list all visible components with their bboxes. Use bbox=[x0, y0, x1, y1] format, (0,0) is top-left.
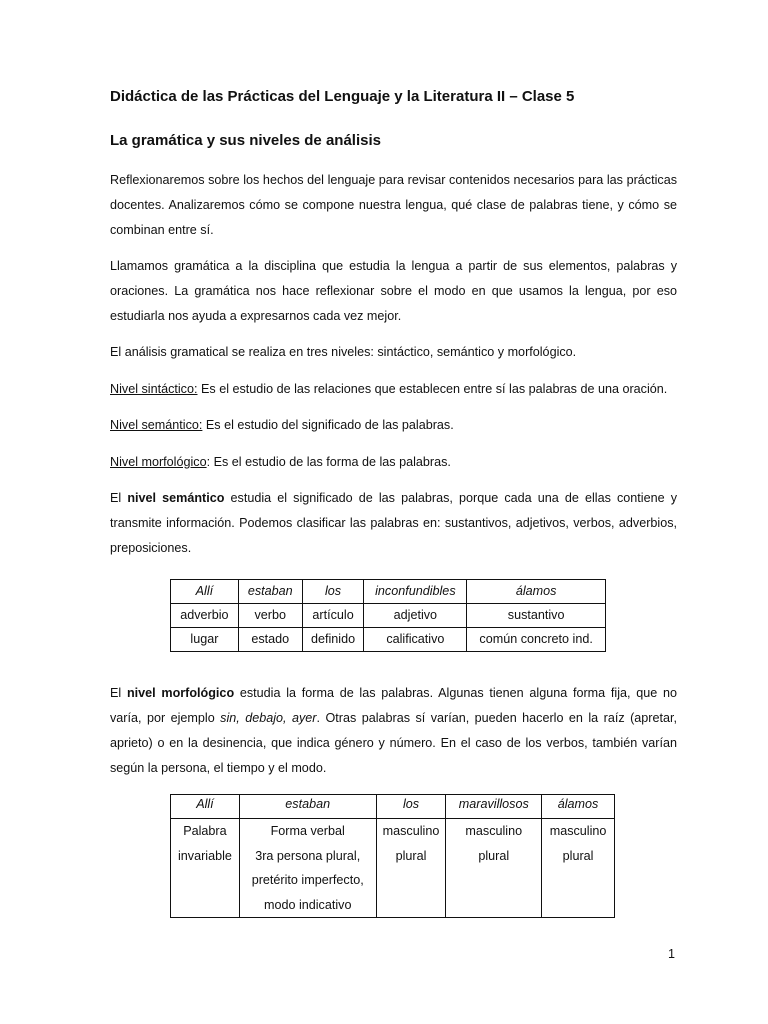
table-cell: definido bbox=[302, 628, 364, 652]
syntactic-level-definition bbox=[110, 377, 677, 402]
table-cell bbox=[446, 819, 542, 918]
table-cell: estaban bbox=[238, 580, 302, 604]
cell-line: pretérito imperfecto, bbox=[251, 873, 364, 887]
table-cell: inconfundibles bbox=[364, 580, 467, 604]
semantic-level-label: Nivel semántico: bbox=[110, 418, 203, 432]
grammar-definition-paragraph: Llamamos gramática a la disciplina que estudia la lengua a partir de sus elementos, palabras y oraciones. La gramática nos hace reflexionar sobre el modo en que usamos la lengua, por eso estudiarla nos ayuda a expresarnos cada vez mejor. bbox=[110, 259, 677, 323]
text-run: . Otras palabras sí varían, pueden hacerlo en la raíz (apretar, aprieto) o en la desinencia, que indica género y número. En el caso de los verbos, también varían según la persona, el tiempo y el modo. bbox=[110, 711, 677, 775]
cell-line: masculino bbox=[382, 824, 440, 838]
syntactic-level-text: Es el estudio de las relaciones que establecen entre sí las palabras de una oración. bbox=[197, 382, 668, 396]
morphological-level-paragraph bbox=[110, 681, 677, 781]
morphological-level-label: Nivel morfológico bbox=[110, 455, 207, 469]
table-cell: álamos bbox=[542, 795, 615, 819]
bold-term: nivel morfológico bbox=[126, 686, 235, 700]
semantic-table bbox=[170, 579, 606, 652]
syntactic-level-label: Nivel sintáctico: bbox=[110, 382, 198, 396]
intro-paragraph: Reflexionaremos sobre los hechos del lenguaje para revisar contenidos necesarios para las prácticas docentes. Analizaremos cómo se compone nuestra lengua, qué clase de palabras tiene, y cómo se combinan entre sí. bbox=[110, 173, 677, 237]
document-title: Didáctica de las Prácticas del Lenguaje y la Literatura II – Clase 5 bbox=[110, 88, 575, 105]
cell-line: invariable bbox=[177, 848, 232, 863]
cell-line: Palabra bbox=[183, 824, 227, 838]
table-cell: artículo bbox=[302, 604, 364, 628]
table-row bbox=[171, 819, 615, 918]
text-run: El bbox=[110, 491, 128, 505]
text-run: El bbox=[110, 686, 127, 700]
table-header-row bbox=[171, 580, 606, 604]
table-cell bbox=[542, 819, 615, 918]
semantic-level-paragraph bbox=[110, 486, 677, 561]
section-heading: La gramática y sus niveles de análisis bbox=[110, 132, 381, 149]
page-number: 1 bbox=[668, 947, 676, 961]
table-cell bbox=[376, 819, 446, 918]
morphological-level-text: : Es el estudio de las forma de las palabras. bbox=[206, 455, 451, 469]
italic-examples: sin, debajo, ayer bbox=[220, 711, 317, 725]
table-row bbox=[171, 628, 606, 652]
levels-paragraph: El análisis gramatical se realiza en tres niveles: sintáctico, semántico y morfológico. bbox=[110, 345, 577, 359]
table-cell bbox=[171, 819, 240, 918]
text-run: estudia la forma de las palabras. Algunas tienen alguna forma fija, que no varía, por ejemplo bbox=[110, 686, 677, 725]
table-cell: lugar bbox=[171, 628, 239, 652]
semantic-level-text: Es el estudio del significado de las palabras. bbox=[202, 418, 454, 432]
table-cell: los bbox=[302, 580, 364, 604]
table-cell: sustantivo bbox=[467, 604, 606, 628]
table-cell: maravillosos bbox=[446, 795, 542, 819]
cell-line: plural bbox=[395, 848, 427, 863]
table-cell: adjetivo bbox=[364, 604, 467, 628]
table-cell: estado bbox=[238, 628, 302, 652]
cell-line: modo indicativo bbox=[263, 897, 352, 912]
text-run: estudia el significado de las palabras, porque cada una de ellas contiene y transmite información. Podemos clasificar las palabras en: sustantivos, adjetivos, verbos, adverbios, preposiciones. bbox=[110, 491, 677, 555]
morphological-table bbox=[170, 794, 615, 918]
bold-term: nivel semántico bbox=[127, 491, 225, 505]
cell-line: Forma verbal bbox=[270, 824, 345, 838]
table-cell: común concreto ind. bbox=[467, 628, 606, 652]
morphological-level-definition bbox=[110, 450, 677, 475]
table-cell: estaban bbox=[239, 795, 376, 819]
cell-line: masculino bbox=[465, 824, 523, 838]
table-cell: Allí bbox=[171, 580, 239, 604]
table-cell: Allí bbox=[171, 795, 240, 819]
cell-line: masculino bbox=[549, 824, 607, 838]
cell-line: plural bbox=[478, 848, 510, 863]
cell-line: plural bbox=[562, 848, 594, 863]
semantic-level-definition bbox=[110, 413, 677, 438]
table-cell: álamos bbox=[467, 580, 606, 604]
cell-line: 3ra persona plural, bbox=[255, 848, 361, 863]
table-cell: los bbox=[376, 795, 446, 819]
table-cell: verbo bbox=[238, 604, 302, 628]
table-cell: calificativo bbox=[364, 628, 467, 652]
table-cell bbox=[239, 819, 376, 918]
table-header-row bbox=[171, 795, 615, 819]
table-row bbox=[171, 604, 606, 628]
table-cell: adverbio bbox=[171, 604, 239, 628]
